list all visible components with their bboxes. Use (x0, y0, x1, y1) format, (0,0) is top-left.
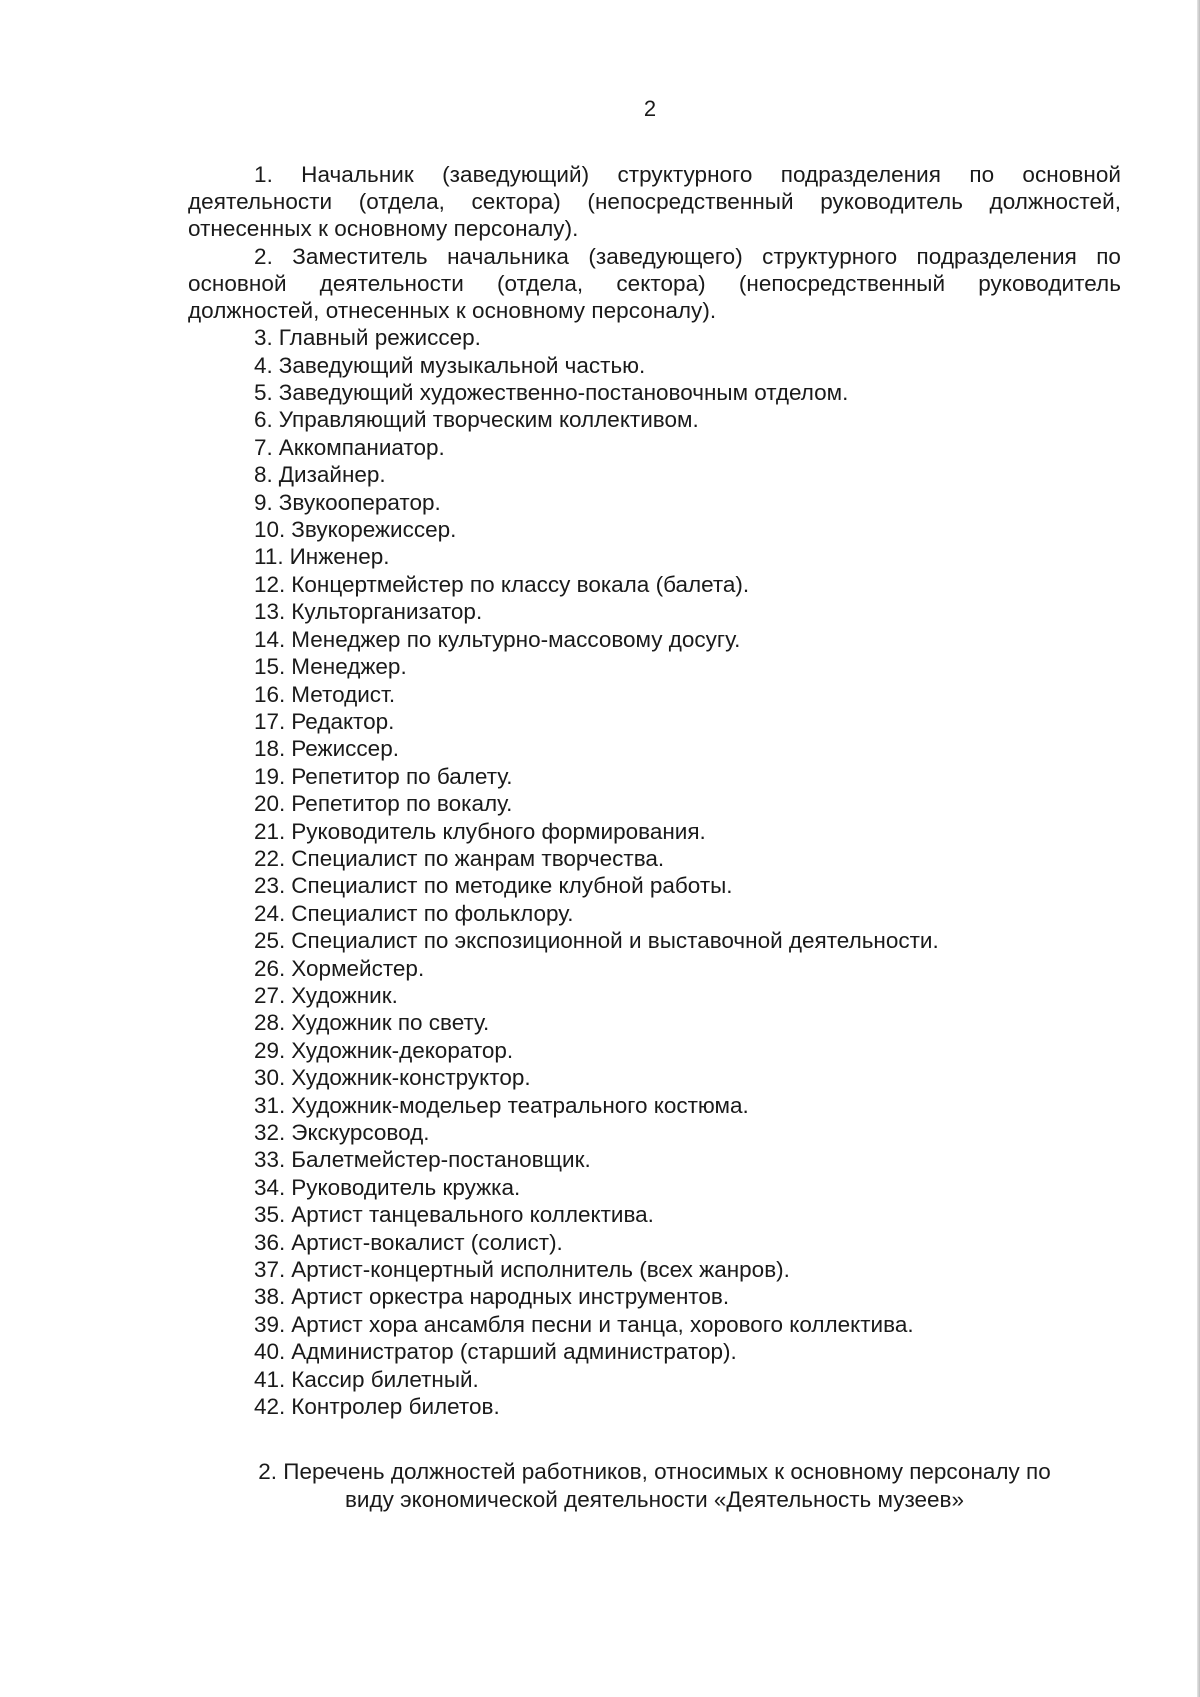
list-item (188, 1366, 1121, 1393)
list-item (188, 626, 1121, 653)
list-item (188, 324, 1121, 351)
list-item (188, 1229, 1121, 1256)
list-item (188, 1256, 1121, 1283)
list-item (188, 927, 1121, 954)
list-item (188, 845, 1121, 872)
list-item (188, 1064, 1121, 1091)
list-item (188, 955, 1121, 982)
list-item-text: Кассир билетный. (291, 1366, 479, 1392)
list-item-number: 36. (254, 1229, 286, 1255)
page-number (0, 96, 1200, 122)
list-item-number: 22. (254, 845, 286, 871)
list-item (188, 1311, 1121, 1338)
intro-item-1: 1. Начальник (заведующий) структурного подразделения по основной деятельности (отдела, сектора) (непосредственный руководитель должностей, отнесенных к основному персоналу). (188, 162, 1121, 242)
list-item-text: Звукооператор. (278, 489, 441, 515)
list-item-text: Репетитор по балету. (291, 763, 513, 789)
list-item (188, 379, 1121, 406)
list-item-text: Заведующий музыкальной частью. (278, 352, 646, 378)
list-item-number: 32. (254, 1120, 286, 1145)
list-item (188, 708, 1121, 735)
list-item (188, 982, 1121, 1009)
list-item-text: Методист. (291, 681, 396, 707)
list-item-number: 10. (254, 517, 286, 543)
list-item-number: 5. (254, 380, 273, 406)
list-item-text: Руководитель клубного формирования. (291, 818, 706, 844)
list-item-number: 18. (254, 736, 286, 762)
list-item-number: 11. (254, 544, 284, 570)
list-item-number: 39. (254, 1311, 286, 1337)
list-item (188, 818, 1121, 845)
list-item-text: Специалист по фольклору. (291, 900, 574, 926)
list-item (188, 543, 1121, 570)
list-item-number: 4. (254, 352, 273, 378)
list-item-number: 28. (254, 1010, 286, 1036)
list-item-number: 13. (254, 599, 286, 625)
list-item-text: Культорганизатор. (291, 599, 483, 625)
list-item (188, 352, 1121, 379)
list-item (188, 681, 1121, 708)
list-item-text: Заведующий художественно-постановочным отделом. (278, 380, 849, 406)
list-item-number: 9. (254, 489, 273, 515)
list-item (188, 1338, 1121, 1365)
list-item-text: Специалист по методике клубной работы. (291, 873, 733, 899)
list-item-number: 8. (254, 462, 273, 488)
list-item-number: 17. (254, 708, 286, 734)
list-item-number: 26. (254, 955, 286, 981)
list-item-number: 12. (254, 571, 286, 597)
list-item-text: Режиссер. (291, 736, 399, 762)
list-item-text: Руководитель кружка. (291, 1174, 521, 1200)
list-item (188, 1092, 1121, 1119)
list-item-text: Звукорежиссер. (291, 517, 457, 543)
section-heading (188, 1458, 1121, 1513)
list-item-text: Управляющий творческим коллективом. (278, 407, 699, 433)
list-item-text: Художник-конструктор. (291, 1065, 531, 1091)
list-item-text: Художник. (291, 982, 398, 1008)
position-list (188, 324, 1121, 1420)
list-item-text: Специалист по экспозиционной и выставочной деятельности. (291, 928, 939, 954)
list-item (188, 1174, 1121, 1201)
list-item-text: Контролер билетов. (291, 1394, 500, 1420)
list-item-number: 40. (254, 1339, 286, 1365)
list-item-number: 3. (254, 325, 273, 351)
page-number-text: 2 (643, 96, 657, 121)
list-item-number: 21. (254, 818, 286, 844)
list-item-text: Художник-модельер театрального костюма. (291, 1092, 749, 1118)
list-item-number: 25. (254, 928, 286, 954)
section-heading-line-1: 2. Перечень должностей работников, относимых к основному персоналу по (258, 1459, 1051, 1484)
list-item (188, 763, 1121, 790)
list-item-number: 30. (254, 1065, 286, 1091)
document-body (188, 161, 1121, 1420)
list-item-number: 7. (254, 434, 273, 460)
list-item-number: 38. (254, 1284, 286, 1310)
list-item (188, 434, 1121, 461)
list-item (188, 1146, 1121, 1173)
list-item-number: 15. (254, 654, 286, 680)
list-item-text: Дизайнер. (278, 462, 386, 488)
list-item-number: 16. (254, 681, 286, 707)
list-item-text: Артист танцевального коллектива. (291, 1202, 654, 1228)
list-item-text: Артист-вокалист (солист). (291, 1229, 563, 1255)
list-item-text: Хормейстер. (291, 955, 425, 981)
list-item-text: Балетмейстер-постановщик. (291, 1147, 591, 1173)
intro-item-2: 2. Заместитель начальника (заведующего) структурного подразделения по основной деятельности (отдела, сектора) (непосредственный руководитель должностей, отнесенных к основному персоналу). (188, 243, 1121, 324)
list-item-number: 14. (254, 626, 286, 652)
list-item-number: 33. (254, 1147, 286, 1173)
list-item-number: 23. (254, 873, 286, 899)
list-item-text: Менеджер по культурно-массовому досугу. (291, 626, 741, 652)
list-item (188, 735, 1121, 762)
list-item-text: Художник-декоратор. (291, 1037, 514, 1063)
list-item-number: 29. (254, 1037, 286, 1063)
list-item (188, 1009, 1121, 1036)
list-item (188, 653, 1121, 680)
list-item-number: 20. (254, 791, 286, 817)
list-item-text: Аккомпаниатор. (278, 434, 445, 460)
list-item (188, 872, 1121, 899)
list-item (188, 790, 1121, 817)
section-heading-line-2: виду экономической деятельности «Деятельность музеев» (344, 1486, 965, 1512)
list-item-text: Главный режиссер. (278, 325, 481, 351)
list-item (188, 461, 1121, 488)
list-item-text: Менеджер. (291, 654, 407, 680)
list-item-text: Концертмейстер по классу вокала (балета). (291, 571, 750, 597)
list-item-number: 35. (254, 1202, 286, 1228)
list-item-number: 31. (254, 1092, 286, 1118)
list-item-text: Администратор (старший администратор). (291, 1339, 737, 1365)
list-item (188, 489, 1121, 516)
list-item-text: Специалист по жанрам творчества. (291, 845, 665, 871)
list-item-number: 24. (254, 900, 286, 926)
list-item-number: 41. (254, 1366, 286, 1392)
list-item-number: 42. (254, 1394, 286, 1420)
list-item (188, 598, 1121, 625)
list-item (188, 1037, 1121, 1064)
list-item (188, 516, 1121, 543)
list-item (188, 1393, 1121, 1420)
list-item-number: 19. (254, 763, 286, 789)
list-item-text: Инженер. (289, 544, 390, 570)
list-item (188, 1119, 1121, 1146)
list-item-number: 37. (254, 1257, 286, 1283)
list-item (188, 1201, 1121, 1228)
list-item (188, 900, 1121, 927)
list-item-number: 6. (254, 407, 273, 433)
list-item-number: 27. (254, 982, 286, 1008)
list-item (188, 406, 1121, 433)
list-item-text: Артист хора ансамбля песни и танца, хорового коллектива. (291, 1311, 914, 1337)
list-item-text: Артист-концертный исполнитель (всех жанров). (291, 1257, 790, 1283)
list-item-text: Артист оркестра народных инструментов. (291, 1284, 730, 1310)
list-item-text: Художник по свету. (291, 1010, 490, 1036)
list-item (188, 1283, 1121, 1310)
list-item-text: Репетитор по вокалу. (291, 791, 513, 817)
list-item-number: 34. (254, 1174, 286, 1200)
list-item (188, 571, 1121, 598)
list-item-text: Редактор. (291, 708, 395, 734)
list-item-text: Экскурсовод. (291, 1120, 430, 1145)
